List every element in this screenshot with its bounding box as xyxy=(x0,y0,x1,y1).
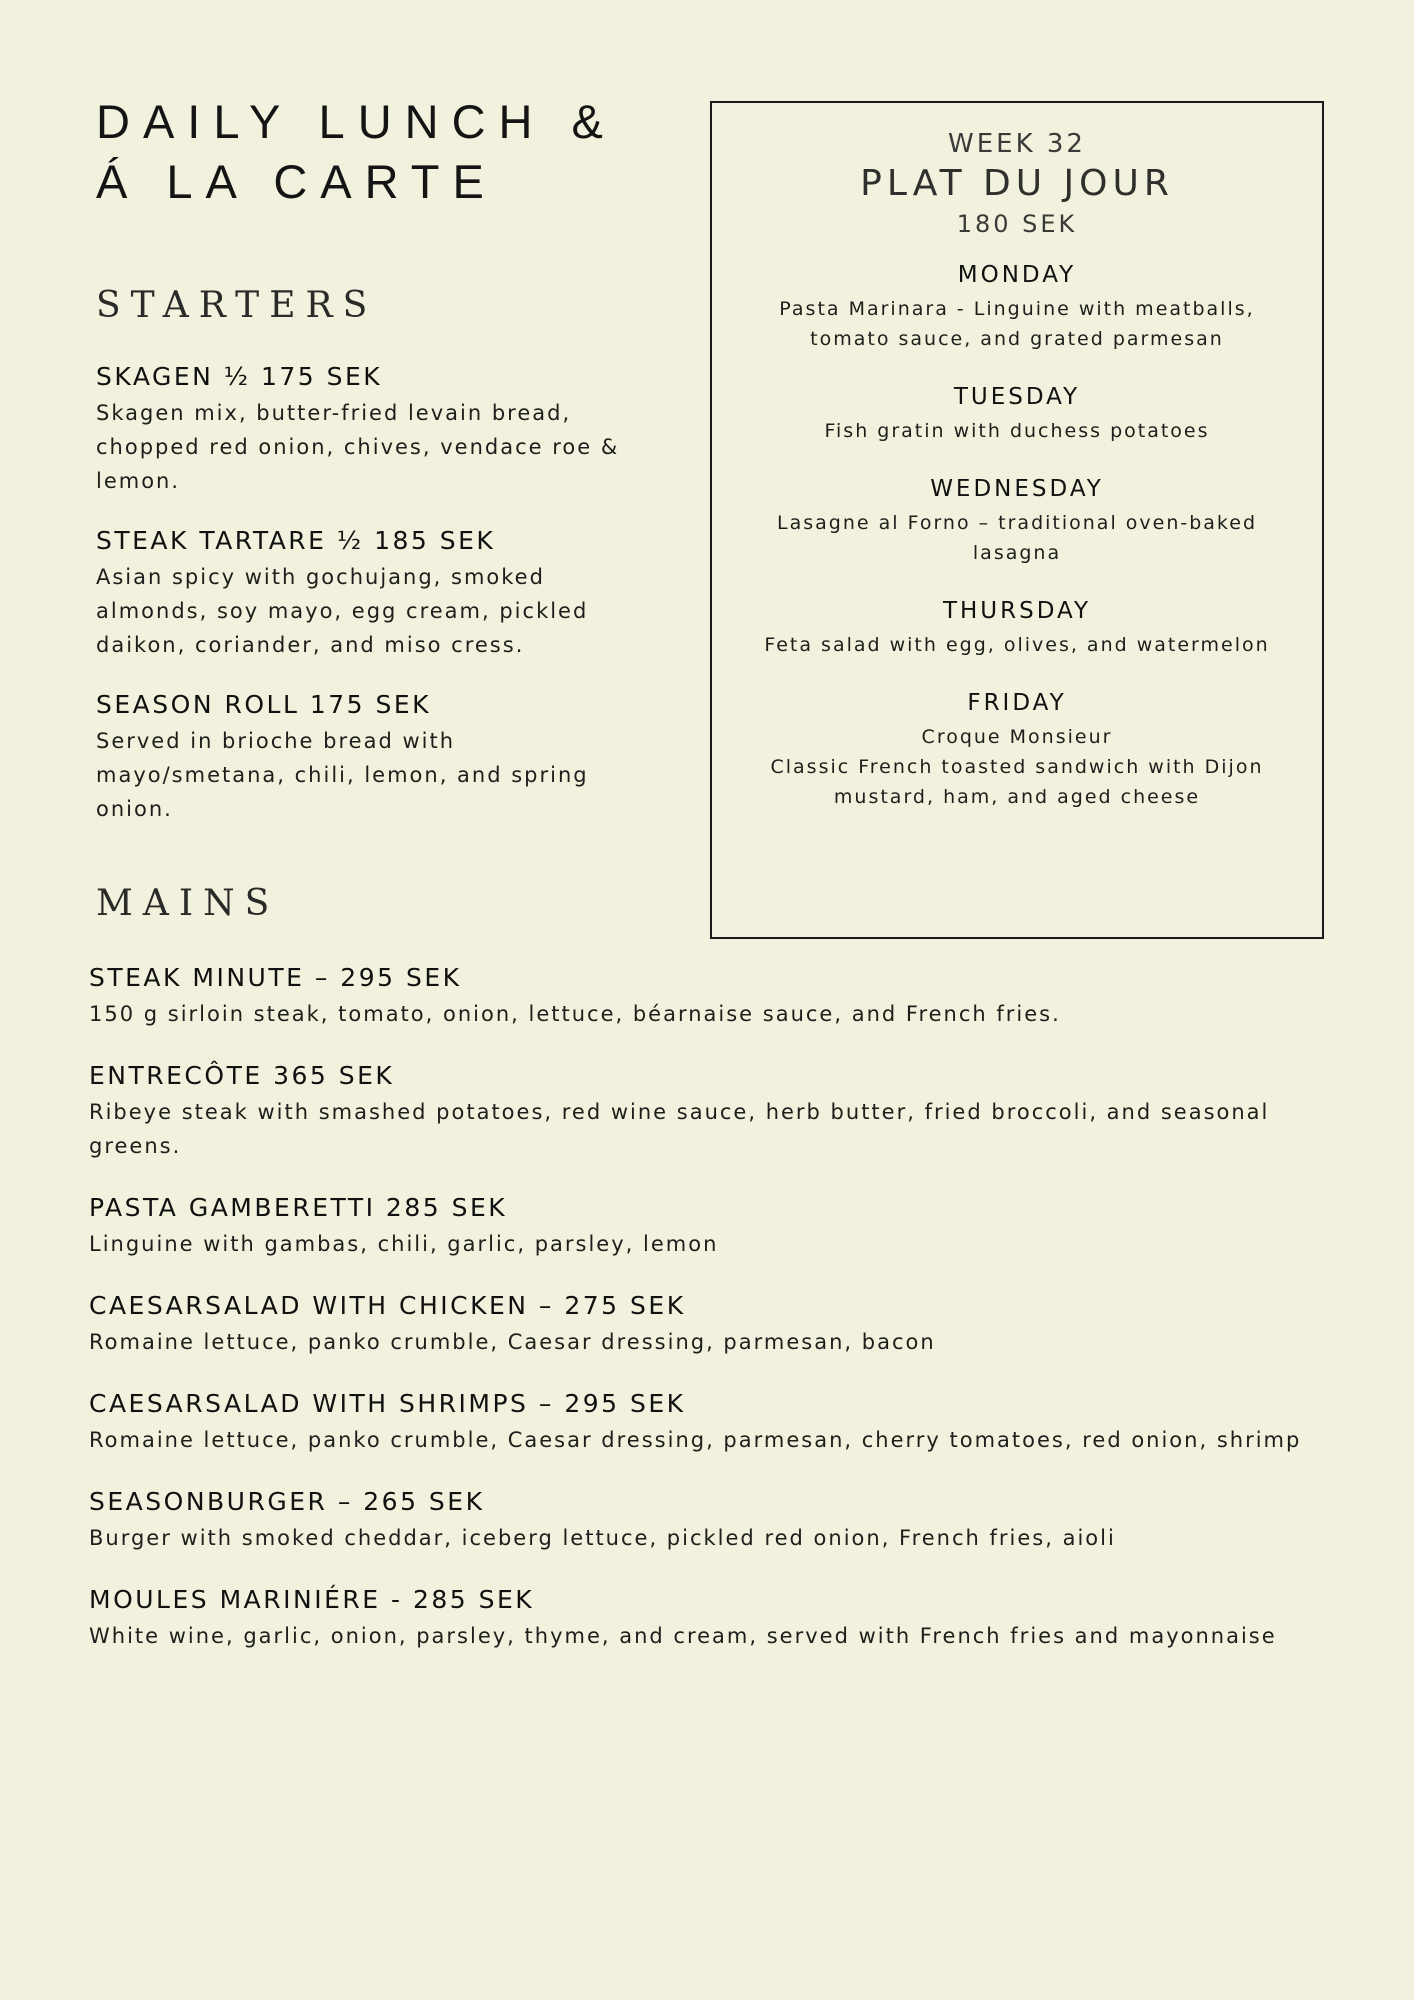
day-dish: Pasta Marinara - Linguine with meatballs, tomato sauce, and grated parmesan xyxy=(779,298,1255,350)
item-description: Skagen mix, butter-fried levain bread, chopped red onion, chives, vendace roe & lemon. xyxy=(96,401,620,493)
item-name: MOULES MARINIÉRE - 285 SEK xyxy=(89,1585,535,1614)
menu-item xyxy=(89,963,1339,1031)
item-name: SEASONBURGER – 265 SEK xyxy=(89,1487,485,1516)
day-name: MONDAY xyxy=(957,262,1077,288)
day-name: WEDNESDAY xyxy=(930,476,1104,502)
item-description: Asian spicy with gochujang, smoked almonds, soy mayo, egg cream, pickled daikon, coriander, and miso cress. xyxy=(96,565,589,657)
week-label: WEEK 32 xyxy=(948,129,1086,159)
item-description: Burger with smoked cheddar, iceberg lettuce, pickled red onion, French fries, aioli xyxy=(89,1526,1116,1550)
weekday-wednesday xyxy=(712,476,1322,568)
plat-du-jour-title: PLAT DU JOUR xyxy=(860,163,1174,204)
menu-item xyxy=(89,1291,1339,1359)
starters-heading: STARTERS xyxy=(96,285,378,326)
item-description: White wine, garlic, onion, parsley, thyme, and cream, served with French fries and mayonnaise xyxy=(89,1624,1277,1648)
weekday-thursday xyxy=(712,598,1322,660)
item-name: SEASON ROLL 175 SEK xyxy=(96,690,432,719)
item-name: SKAGEN ½ 175 SEK xyxy=(96,362,383,391)
item-name: ENTRECÔTE 365 SEK xyxy=(89,1061,395,1090)
menu-item xyxy=(89,1585,1339,1653)
day-dish-detail: Classic French toasted sandwich with Dijon mustard, ham, and aged cheese xyxy=(770,756,1264,808)
item-description: Linguine with gambas, chili, garlic, parsley, lemon xyxy=(89,1232,719,1256)
item-name: PASTA GAMBERETTI 285 SEK xyxy=(89,1193,508,1222)
day-name: FRIDAY xyxy=(967,690,1067,716)
item-name: STEAK MINUTE – 295 SEK xyxy=(89,963,462,992)
item-description: Ribeye steak with smashed potatoes, red wine sauce, herb butter, fried broccoli, and seasonal greens. xyxy=(89,1100,1270,1158)
item-description: Romaine lettuce, panko crumble, Caesar dressing, parmesan, cherry tomatoes, red onion, shrimp xyxy=(89,1428,1302,1452)
item-name: CAESARSALAD WITH CHICKEN – 275 SEK xyxy=(89,1291,686,1320)
menu-item xyxy=(89,1389,1339,1457)
menu-item xyxy=(89,1193,1339,1261)
weekday-monday xyxy=(712,262,1322,354)
item-description: Served in brioche bread with mayo/smetana, chili, lemon, and spring onion. xyxy=(96,729,589,821)
day-name: THURSDAY xyxy=(942,598,1092,624)
day-name: TUESDAY xyxy=(953,384,1081,410)
weekday-friday xyxy=(712,690,1322,812)
menu-item xyxy=(96,362,636,498)
day-dish: Lasagne al Forno – traditional oven-baked lasagna xyxy=(777,512,1257,564)
mains-heading: MAINS xyxy=(96,883,280,924)
menu-item xyxy=(96,690,636,826)
plat-du-jour-price: 180 SEK xyxy=(956,210,1078,238)
item-name: CAESARSALAD WITH SHRIMPS – 295 SEK xyxy=(89,1389,686,1418)
plat-du-jour-box xyxy=(710,101,1324,939)
item-description: Romaine lettuce, panko crumble, Caesar dressing, parmesan, bacon xyxy=(89,1330,936,1354)
menu-item xyxy=(96,526,636,662)
item-description: 150 g sirloin steak, tomato, onion, lettuce, béarnaise sauce, and French fries. xyxy=(89,1002,1061,1026)
menu-item xyxy=(89,1061,1339,1163)
weekday-list xyxy=(712,262,1322,812)
mains-list xyxy=(89,963,1339,1683)
day-dish: Feta salad with egg, olives, and watermelon xyxy=(764,634,1270,656)
weekday-tuesday xyxy=(712,384,1322,446)
item-name: STEAK TARTARE ½ 185 SEK xyxy=(96,526,496,555)
page-title-line-1: DAILY LUNCH & xyxy=(96,95,616,148)
day-dish: Croque Monsieur xyxy=(921,726,1113,748)
day-dish: Fish gratin with duchess potatoes xyxy=(824,420,1210,442)
menu-item xyxy=(89,1487,1339,1555)
page-title-line-2: Á LA CARTE xyxy=(96,155,497,208)
page-title xyxy=(96,92,616,212)
starters-list xyxy=(96,362,636,854)
